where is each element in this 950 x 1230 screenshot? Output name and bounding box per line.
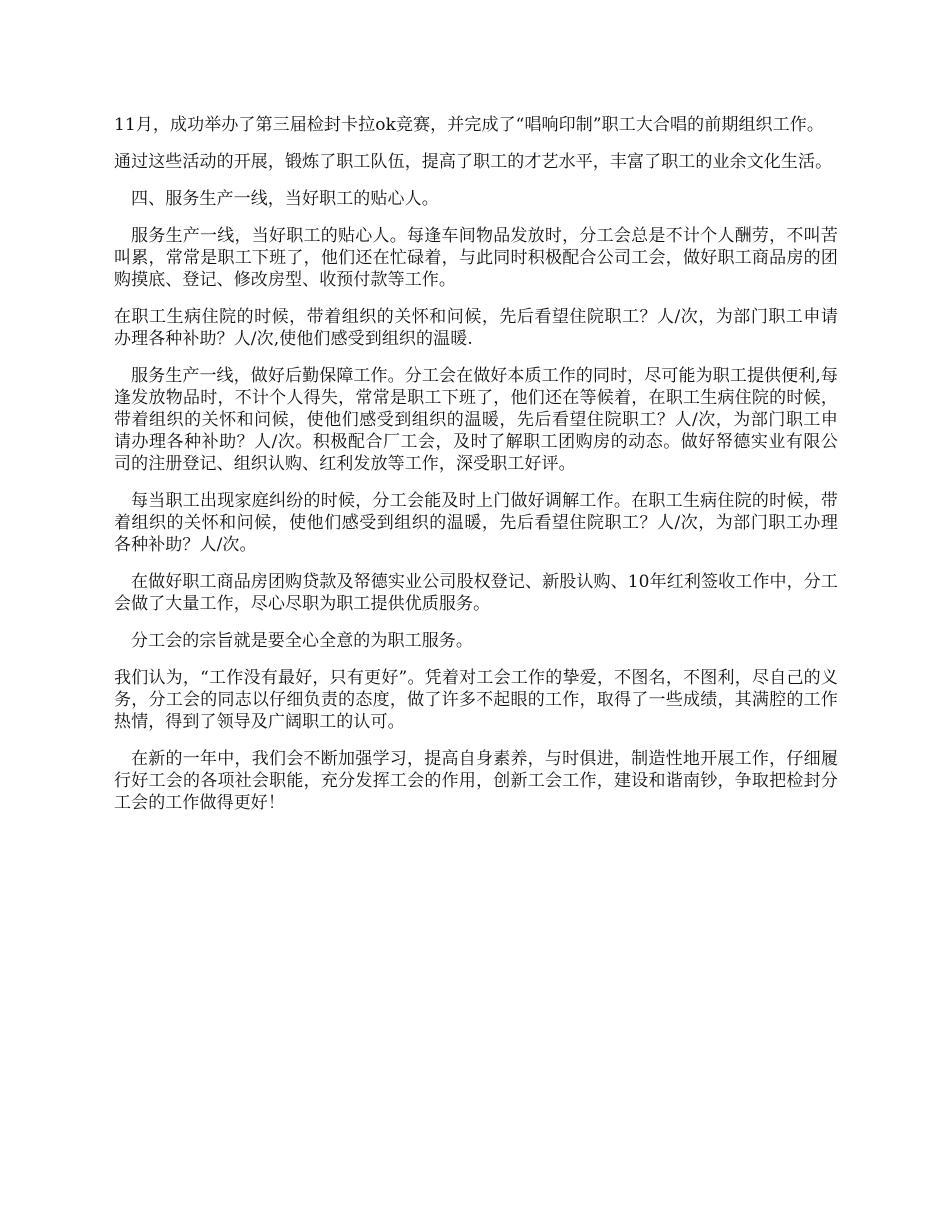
paragraph-1: 11月，成功举办了第三届检封卡拉ok竞赛，并完成了“唱响印制”职工大合唱的前期组织工作。 [114,115,824,135]
section-heading: 四、服务生产一线，当好职工的贴心人。 [131,189,439,209]
paragraph-4: 在职工生病住院的时候，带着组织的关怀和问候，先后看望住院职工？人/次，为部门职工申请办理各种补助？人/次,使他们感受到组织的温暖. [114,307,838,349]
document-body [114,114,838,829]
paragraph-3: 服务生产一线，当好职工的贴心人。每逢车间物品发放时，分工会总是不计个人酬劳，不叫苦叫累，常常是职工下班了，他们还在忙碌着，与此同时积极配合公司工会，做好职工商品房的团购摸底、登记、修改房型、收预付款等工作。 [114,226,838,290]
paragraph-9: 我们认为，“工作没有最好，只有更好”。凭着对工会工作的挚爱，不图名，不图利，尽自己的义务，分工会的同志以仔细负责的态度，做了许多不起眼的工作，取得了一些成绩，其满腔的工作热情，得到了领导及广阔职工的认可。 [114,668,838,732]
paragraph-8: 分工会的宗旨就是要全心全意的为职工服务。 [131,631,473,651]
paragraph-7: 在做好职工商品房团购贷款及帑德实业公司股权登记、新股认购、10年红利签收工作中，分工会做了大量工作，尽心尽职为职工提供优质服务。 [114,572,838,614]
paragraph-10: 在新的一年中，我们会不断加强学习，提高自身素养，与时俱进，制造性地开展工作，仔细履行好工会的各项社会职能，充分发挥工会的作用，创新工会工作，建设和谐南钞，争取把检封分工会的工作做得更好！ [114,749,838,813]
paragraph-6: 每当职工出现家庭纠纷的时候，分工会能及时上门做好调解工作。在职工生病住院的时候，带着组织的关怀和问候，使他们感受到组织的温暖，先后看望住院职工？人/次，为部门职工办理各种补助？人/次。 [114,491,838,555]
paragraph-2: 通过这些活动的开展，锻炼了职工队伍，提高了职工的才艺水平，丰富了职工的业余文化生活。 [114,152,833,172]
paragraph-5: 服务生产一线，做好后勤保障工作。分工会在做好本质工作的同时，尽可能为职工提供便利,每逢发放物品时，不计个人得失，常常是职工下班了，他们还在等候着，在职工生病住院的时候，带着组织的关怀和问候，使他们感受到组织的温暖，先后看望住院职工？人/次，为部门职工申请办理各种补助？人/次。积极配合厂工会，及时了解职工团购房的动态。做好帑德实业有限公司的注册登记、组织认购、红利发放等工作，深受职工好评。 [114,366,838,474]
